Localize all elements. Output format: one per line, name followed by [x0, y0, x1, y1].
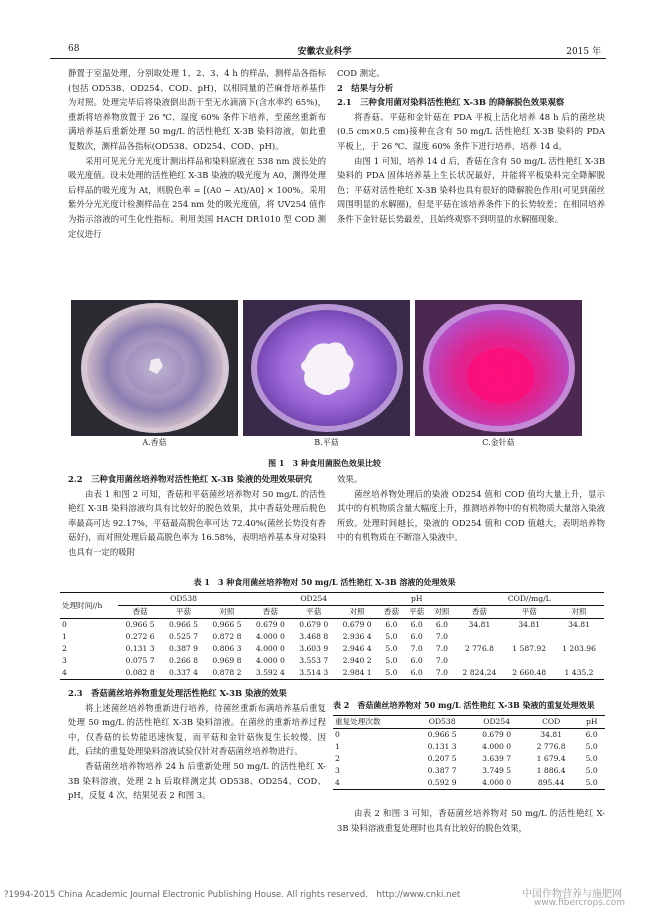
- section-2-2-continuation: 效果。: [337, 474, 363, 484]
- table-2-row-cell: 895.44: [537, 778, 565, 787]
- table-1-row-cell: 0.082 8: [125, 668, 155, 677]
- table-1-row-cell: 0.966 5: [169, 620, 199, 629]
- methods-paragraph-2: 采用可见光分光光度计测出样品和染料原液在 538 nm 波长处的吸光度值。设未处理的活性艳红 X-3B 染液的吸光度为 A0，测得处理后样品的吸光度为 At，则脱色率 = [(A0 − At)/A0] × 100%。采用紫外分光光度计检测样品在 254 nm 处的吸光度值，将 UV254 值作为指示溶液的可生化性指标。利用美国 HACH DR1010 型 COD 测定仪进行: [68, 155, 326, 239]
- table-1-sub-header: 香菇: [132, 607, 148, 616]
- table-2-row-cell: 4.000 0: [482, 742, 512, 751]
- table-2-row-cell: 4.000 0: [482, 778, 512, 787]
- table-1-row-cell: 5.0: [385, 656, 398, 665]
- table-1-row-cell: [455, 655, 505, 667]
- table-1-row-cell: 2.940 2: [342, 656, 372, 665]
- table-1-row-cell: 4.000 0: [255, 632, 285, 641]
- table-1-row-cell: 2 660.48: [512, 668, 547, 677]
- table-1-row-cell: 2.936 4: [342, 632, 372, 641]
- petri-dish-b-photo: [243, 300, 410, 436]
- table-1-row-cell: 0.679 0: [255, 620, 285, 629]
- table-1-row-cell: 0.679 0: [299, 620, 329, 629]
- table-1-sub-header: 对照: [349, 607, 365, 616]
- petri-dish-a-photo: [71, 300, 238, 436]
- table-2-header-cell: 重复处理次数: [335, 717, 381, 726]
- petri-dish-c-photo: [415, 300, 582, 436]
- table-1-row-cell: 5.0: [385, 632, 398, 641]
- table-2-row-cell: 3.749 5: [482, 766, 512, 775]
- table-2-row-cell: 6.0: [585, 730, 598, 739]
- table-1-row-cell: 1 435.2: [564, 668, 594, 677]
- table-1-row-cell: 6.0: [385, 620, 398, 629]
- table-1-sub-header: 平菇: [521, 607, 537, 616]
- table-1-row-cell: 2.946 4: [342, 644, 372, 653]
- table-2-row-cell: 1 886.4: [536, 766, 566, 775]
- section-2-1-paragraph-1: 将香菇、平菇和金针菇在 PDA 平板上活化培养 48 h 后的菌丝块(0.5 cm×0.5 cm)接种在含有 50 mg/L 活性艳红 X-3B 染料的 PDA 平板上，于 26 ℃、湿度 60% 条件下进行培养，培养 14 d。: [337, 111, 605, 151]
- table-1-row-cell: 2.984 1: [342, 668, 372, 677]
- section-2-2-heading: 2.2 三种食用菌丝培养物对活性艳红 X-3B 染液的处理效果研究: [68, 474, 312, 484]
- table-1-row-cell: 3.553 7: [299, 656, 329, 665]
- right-bottom-text: [337, 806, 605, 835]
- table-2-header-row: [333, 716, 605, 729]
- table-1-row-cell: 5.0: [385, 668, 398, 677]
- table-2-row-cell: 5.0: [585, 766, 598, 775]
- table-1-row-cell: 3.592 4: [255, 668, 285, 677]
- panel-b-label: B.平菇: [314, 438, 339, 447]
- journal-name: 安徽农业科学: [297, 47, 352, 57]
- table-2-discussion: 由表 2 和图 3 可知，香菇菌丝培养物对 50 mg/L 的活性艳红 X-3B 染料溶液重复处理时也具有比较好的脱色效果，: [337, 808, 605, 833]
- table-2-row-cell: 1 679.4: [536, 754, 566, 763]
- table-1-group-od254: OD254: [249, 593, 379, 606]
- table-1-row-cell: [455, 631, 505, 643]
- table-1-row-cell: 7.0: [435, 632, 448, 641]
- table-2: [333, 715, 605, 790]
- table-1-row-cell: [554, 631, 604, 643]
- table-1-row-cell: 0: [62, 620, 67, 629]
- table-1-sub-header: 对照: [219, 607, 235, 616]
- table-1-row-cell: 7.0: [435, 644, 448, 653]
- table-1-row-cell: [554, 655, 604, 667]
- table-2-row: [333, 741, 605, 753]
- cod-sentence: COD 测定。: [337, 68, 385, 78]
- panel-c-label: C.金针菇: [482, 438, 515, 447]
- table-2-row-cell: 0.679 0: [482, 730, 512, 739]
- table-1-row-cell: 0.272 6: [125, 632, 155, 641]
- table-1-row-cell: 4: [62, 668, 67, 677]
- section-2-1-heading: 2.1 三种食用菌对染料活性艳红 X-3B 的降解脱色效果观察: [337, 97, 565, 108]
- table-1-row-cell: 34.81: [518, 620, 541, 629]
- table-1-row-cell: 0.966 5: [212, 620, 242, 629]
- left-column-top: [68, 66, 326, 241]
- table-1-header-time: 处理时间//h: [62, 600, 103, 610]
- figure-panel-b: [243, 300, 410, 436]
- table-1-caption: 表 1 3 种食用菌丝培养物对 50 mg/L 活性艳红 X-3B 溶液的处理效果: [193, 577, 456, 587]
- right-column-top: [337, 66, 605, 227]
- table-1-group-od538: OD538: [118, 593, 248, 606]
- table-1-row-cell: 1 587.92: [512, 644, 547, 653]
- table-2-row: [333, 729, 605, 742]
- table-1-row-cell: 6.0: [435, 620, 448, 629]
- table-1-row-cell: 0.266 8: [169, 656, 199, 665]
- table-1-sub-header: 香菇: [471, 607, 488, 616]
- table-1-group-ph: pH: [379, 593, 455, 606]
- section-2-2-left: [68, 472, 326, 560]
- table-1-row-cell: 7.0: [435, 668, 448, 677]
- table-2-row-cell: 1: [335, 742, 340, 751]
- table-1-row-cell: 6.0: [410, 668, 423, 677]
- table-1-sub-header: 对照: [571, 607, 587, 616]
- table-1-row-cell: 7.0: [410, 644, 423, 653]
- table-1-row-cell: 2 776.8: [464, 644, 494, 653]
- table-1-row-cell: 6.0: [410, 620, 423, 629]
- table-1-row-cell: 0.969 8: [212, 656, 242, 665]
- table-1-sub-header: 对照: [434, 607, 450, 616]
- section-2-2-paragraph-1: 由表 1 和图 2 可知，香菇和平菇菌丝培养物对 50 mg/L 的活性艳红 X-3B 染料溶液均具有比较好的脱色效果，其中香菇处理后脱色率最高可达 92.17%，平菇最高脱色率可达 72.40%(菌丝长势没有香菇好)，而对照处理后最高脱色率为 16.58%，表明培养基本身对染料也具有一定的吸附: [68, 488, 326, 557]
- table-2-header-cell: OD254: [483, 717, 511, 726]
- table-1-row-cell: 4.000 0: [255, 656, 285, 665]
- section-2-3: [68, 686, 326, 803]
- table-2-row-cell: 3: [335, 766, 340, 775]
- section-2-1-paragraph-2: 由图 1 可知，培养 14 d 后，香菇在含有 50 mg/L 活性艳红 X-3B 染料的 PDA 固体培养基上生长状况最好，并能将平板染料完全降解脱色；平菇对活性艳红 X-3B 染料也具有很好的降解脱色作用(可见到菌丝周围明显的水解圈)，但是平菇在该培养条件下的长势较差；在相同培养条件下金针菇长势最差，且始终观察不到明显的水解圈现象。: [337, 155, 605, 224]
- table-2-row-cell: 0: [335, 730, 340, 739]
- table-1-group-header-row: [60, 593, 604, 606]
- figure-1-caption: 图 1 3 种食用菌脱色效果比较: [268, 458, 381, 468]
- table-1-row-cell: 2: [62, 644, 67, 653]
- section-2-heading: 2 结果与分析: [337, 82, 394, 93]
- table-1-row-cell: 0.337 4: [169, 668, 199, 677]
- table-1-sub-header: 香菇: [383, 607, 400, 616]
- table-2-row-cell: 5.0: [585, 754, 598, 763]
- journal-year: 2015 年: [566, 47, 601, 57]
- header-rule: [50, 58, 606, 59]
- table-2-row-cell: 4: [335, 778, 340, 787]
- methods-paragraph-1: 静置于室温处理，分别取处理 1、2、3、4 h 的样品，测样品各指标(包括 OD538、OD254、COD、pH)，以相同量的芒麻骨培养基作为对照。处理完毕后将染液倒出沥干至无水滴滴下(含水率约 65%)，重新将培养物放置于 26 ℃、湿度 60% 条件下培养，至菌丝重新布满培养基后重新处理 50 mg/L 的活性艳红 X-3B 染料溶液，如此重复数次，测样品各指标(OD538、OD254、COD、pH)。: [68, 68, 326, 151]
- table-1-sub-header: 平菇: [306, 607, 322, 616]
- table-1-row-cell: 0.131 3: [125, 644, 155, 653]
- table-1-row-cell: 5.0: [385, 644, 398, 653]
- table-1-row-cell: 34.81: [568, 620, 590, 629]
- table-1-row-cell: 0.525 7: [169, 632, 199, 641]
- section-2-3-paragraph-2: 香菇菌丝培养物培养 24 h 后重新处理 50 mg/L 的活性艳红 X-3B 染料溶液，处理 2 h 后取样测定其 OD538、OD254、COD、pH，反复 4 次，结果见表 2 和图 3。: [68, 760, 326, 801]
- table-2-row-cell: 3.639 7: [482, 754, 512, 763]
- table-1-group-cod: COD//mg/L: [455, 593, 604, 606]
- table-1-row-cell: 0.878 2: [212, 668, 242, 677]
- table-2-row-cell: 2: [335, 754, 340, 763]
- table-1-sub-header: 平菇: [175, 607, 192, 616]
- table-1-row-cell: 0.075 7: [125, 656, 155, 665]
- table-2-row: [333, 765, 605, 777]
- table-2-header-cell: OD538: [428, 717, 456, 726]
- table-1-row-cell: 6.0: [410, 656, 423, 665]
- section-2-2-right: [337, 472, 605, 545]
- table-1-row-cell: 3.603 9: [299, 644, 329, 653]
- table-1-row-cell: 6.0: [410, 632, 423, 641]
- table-2-row-cell: 0.592 9: [427, 778, 457, 787]
- table-1-row-cell: 3: [62, 656, 67, 665]
- watermark-cn: 中国作物营养与施肥网: [522, 889, 622, 900]
- figure-panel-a: [71, 300, 238, 436]
- table-1-row-cell: 1 203.96: [562, 644, 596, 653]
- footer: [4, 888, 645, 908]
- table-2-row-cell: 5.0: [585, 742, 598, 751]
- table-1-row-cell: 1: [62, 632, 67, 641]
- table-1-row-cell: [504, 655, 554, 667]
- table-1-row-cell: 0.679 0: [342, 620, 372, 629]
- table-1-sub-header-row: [60, 606, 604, 619]
- page-number: 68: [68, 44, 80, 54]
- table-1-row-cell: 7.0: [435, 656, 448, 665]
- table-1-row-cell: 34.81: [468, 620, 491, 629]
- table-2-row-cell: 34.81: [540, 730, 563, 739]
- panel-a-label: A.香菇: [142, 438, 167, 447]
- table-2-row-cell: 0.966 5: [427, 730, 457, 739]
- section-2-3-heading: 2.3 香菇菌丝培养物重复处理活性艳红 X-3B 染液的效果: [68, 688, 287, 698]
- table-1-row: [60, 643, 604, 655]
- table-2-row-cell: 0.131 3: [427, 742, 457, 751]
- table-1-row: [60, 667, 604, 680]
- table-1-row-cell: 0.387 9: [169, 644, 199, 653]
- table-1-row-cell: 3.514 3: [299, 668, 329, 677]
- table-1-row-cell: 2 824.24: [462, 668, 497, 677]
- table-1-row-cell: 4.000 0: [255, 644, 285, 653]
- table-1-row-cell: 3.468 8: [299, 632, 329, 641]
- watermark-url: www.fibercrops.com: [534, 898, 625, 908]
- table-2-header-cell: COD: [542, 717, 561, 726]
- section-2-2-paragraph-2: 菌丝培养物处理后的染液 OD254 值和 COD 值均大量上升，显示其中的有机物质含量大幅度上升，推测培养物中的有机物质大量溶入染液所致。处理时间越长，染液的 OD254 值和 COD 值越大，表明培养物中的有机物质在不断溶入染液中。: [337, 488, 605, 543]
- figure-panel-c: [415, 300, 582, 436]
- table-2-row-cell: 2 776.8: [536, 742, 566, 751]
- section-2-3-paragraph-1: 将上述菌丝培养物重新进行培养，待菌丝重新布满培养基后重复处理 50 mg/L 的活性艳红 X-3B 染料溶液。在菌丝的重新培养过程中，仅香菇的长势能迅速恢复，而平菇和金针菇恢复生长较慢，因此，后续的重复处理染料溶液试验仅针对香菇菌丝培养物进行。: [68, 702, 326, 757]
- table-1-row-cell: 0.872 8: [212, 632, 242, 641]
- table-2-caption: 表 2 香菇菌丝培养物对 50 mg/L 活性艳红 X-3B 染液的重复处理效果: [333, 700, 595, 710]
- table-2-header-cell: pH: [585, 717, 598, 726]
- table-2-row: [333, 777, 605, 790]
- table-1-row: [60, 631, 604, 643]
- table-1-sub-header: 平菇: [409, 607, 425, 616]
- table-1-sub-header: 香菇: [262, 607, 278, 616]
- table-2-row-cell: 5.0: [585, 778, 598, 787]
- table-1-row-cell: 0.806 3: [212, 644, 242, 653]
- copyright-notice: ?1994-2015 China Academic Journal Electronic Publishing House. All rights reserved. http://www.cnki.net: [4, 890, 461, 900]
- table-1-row-cell: [504, 631, 554, 643]
- table-2-row-cell: 0.387 7: [427, 766, 457, 775]
- table-1-row: [60, 619, 604, 632]
- table-1-row-cell: 0.966 5: [125, 620, 155, 629]
- table-1: [60, 592, 604, 680]
- table-2-row: [333, 753, 605, 765]
- table-2-row-cell: 0.207 5: [427, 754, 457, 763]
- table-1-row: [60, 655, 604, 667]
